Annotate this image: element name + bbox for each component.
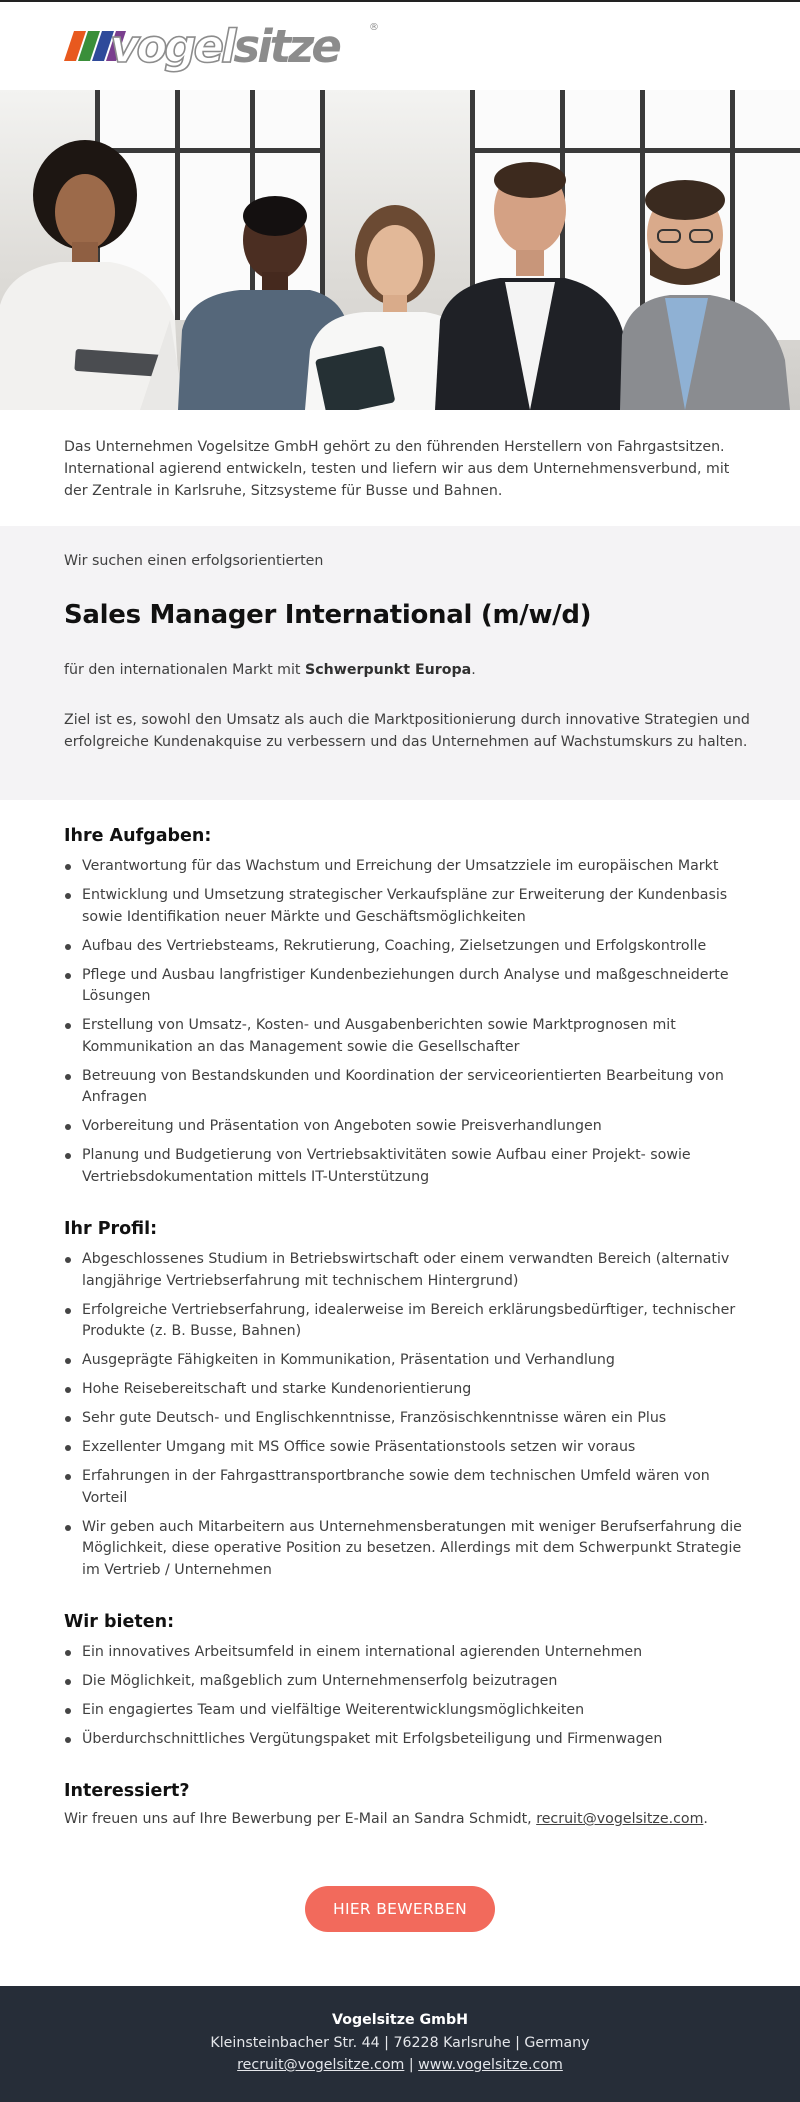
list-item: Vorbereitung und Präsentation von Angeboten sowie Preisverhandlungen bbox=[64, 1116, 754, 1138]
list-item: Die Möglichkeit, maßgeblich zum Unternehmenserfolg beizutragen bbox=[64, 1671, 754, 1693]
contact-email-link[interactable]: recruit@vogelsitze.com bbox=[536, 1811, 704, 1827]
tasks-section bbox=[64, 826, 754, 1196]
contact-section bbox=[64, 1781, 754, 1827]
tasks-list bbox=[64, 856, 754, 1188]
market-focus: Schwerpunkt Europa bbox=[305, 662, 472, 678]
list-item: Pflege und Ausbau langfristiger Kundenbeziehungen durch Analyse und maßgeschneiderte Lösungen bbox=[64, 965, 754, 1008]
team-people-illustration bbox=[0, 90, 800, 410]
job-market: für den internationalen Markt mit Schwerpunkt Europa. bbox=[64, 662, 476, 678]
list-item: Ein engagiertes Team und vielfältige Weiterentwicklungsmöglichkeiten bbox=[64, 1700, 754, 1722]
list-item: Wir geben auch Mitarbeitern aus Unternehmensberatungen mit weniger Berufserfahrung die Möglichkeit, diese operative Position zu besetzen. Allerdings mit dem Schwerpunkt Strategie im Vertrieb / Unternehmen bbox=[64, 1517, 754, 1582]
list-item: Ein innovatives Arbeitsumfeld in einem international agierenden Unternehmen bbox=[64, 1642, 754, 1664]
contact-text: Wir freuen uns auf Ihre Bewerbung per E-Mail an Sandra Schmidt, recruit@vogelsitze.com. bbox=[64, 1811, 708, 1827]
hero-team-photo bbox=[0, 90, 800, 410]
registered-mark: ® bbox=[369, 22, 379, 33]
list-item: Ausgeprägte Fähigkeiten in Kommunikation, Präsentation und Verhandlung bbox=[64, 1350, 754, 1372]
person-4 bbox=[435, 162, 628, 410]
footer bbox=[0, 1986, 800, 2102]
footer-website-link[interactable]: www.vogelsitze.com bbox=[418, 2057, 563, 2073]
person-1 bbox=[0, 140, 185, 410]
header bbox=[0, 2, 800, 90]
offer-section bbox=[64, 1612, 754, 1758]
list-item: Aufbau des Vertriebsteams, Rekrutierung, Coaching, Zielsetzungen und Erfolgskontrolle bbox=[64, 936, 754, 958]
list-item: Verantwortung für das Wachstum und Erreichung der Umsatzziele im europäischen Markt bbox=[64, 856, 754, 878]
list-item: Erstellung von Umsatz-, Kosten- und Ausgabenberichten sowie Marktprognosen mit Kommunikation an das Management sowie die Gesellschafter bbox=[64, 1015, 754, 1058]
footer-address: Kleinsteinbacher Str. 44 | 76228 Karlsruhe | Germany bbox=[210, 2035, 590, 2051]
footer-company: Vogelsitze GmbH bbox=[332, 2012, 468, 2028]
job-goal: Ziel ist es, sowohl den Umsatz als auch die Marktpositionierung durch innovative Strategien und erfolgreiche Kundenakquise zu verbessern und das Unternehmen auf Wachstumskurs zu halten. bbox=[64, 712, 750, 750]
job-title: Sales Manager International (m/w/d) bbox=[64, 600, 592, 630]
apply-button[interactable]: HIER BEWERBEN bbox=[305, 1886, 495, 1932]
logo-wordmark: vogelsitze bbox=[110, 20, 339, 73]
company-intro: Das Unternehmen Vogelsitze GmbH gehört zu den führenden Herstellern von Fahrgastsitzen. International agierend entwickeln, testen und liefern wir aus dem Unternehmensverbund, mit der Zentrale in Karlsruhe, Sitzsysteme für Busse und Bahnen. bbox=[64, 439, 730, 499]
list-item: Erfahrungen in der Fahrgasttransportbranche sowie dem technischen Umfeld wären von Vorteil bbox=[64, 1466, 754, 1509]
list-item: Planung und Budgetierung von Vertriebsaktivitäten sowie Aufbau einer Projekt- sowie Vertriebsdokumentation mittels IT-Unterstützung bbox=[64, 1145, 754, 1188]
contact-heading: Interessiert? bbox=[64, 1781, 190, 1801]
list-item: Sehr gute Deutsch- und Englischkenntnisse, Französischkenntnisse wären ein Plus bbox=[64, 1408, 754, 1430]
job-lead: Wir suchen einen erfolgsorientierten bbox=[64, 553, 324, 569]
tasks-heading: Ihre Aufgaben: bbox=[64, 826, 212, 846]
list-item: Überdurchschnittliches Vergütungspaket mit Erfolgsbeteiligung und Firmenwagen bbox=[64, 1729, 754, 1751]
profile-list bbox=[64, 1249, 754, 1581]
person-5 bbox=[620, 180, 790, 410]
list-item: Abgeschlossenes Studium in Betriebswirtschaft oder einem verwandten Bereich (alternativ langjährige Vertriebserfahrung mit technischem Hintergrund) bbox=[64, 1249, 754, 1292]
offer-heading: Wir bieten: bbox=[64, 1612, 175, 1632]
offer-list bbox=[64, 1642, 754, 1751]
footer-links: recruit@vogelsitze.com | www.vogelsitze.com bbox=[237, 2057, 563, 2073]
list-item: Betreuung von Bestandskunden und Koordination der serviceorientierten Bearbeitung von Anfragen bbox=[64, 1066, 754, 1109]
footer-email-link[interactable]: recruit@vogelsitze.com bbox=[237, 2057, 405, 2073]
list-item: Entwicklung und Umsetzung strategischer Verkaufspläne zur Erweiterung der Kundenbasis sowie Identifikation neuer Märkte und Geschäftsmöglichkeiten bbox=[64, 885, 754, 928]
vogelsitze-logo bbox=[64, 20, 384, 74]
list-item: Hohe Reisebereitschaft und starke Kundenorientierung bbox=[64, 1379, 754, 1401]
list-item: Exzellenter Umgang mit MS Office sowie Präsentationstools setzen wir voraus bbox=[64, 1437, 754, 1459]
profile-section bbox=[64, 1219, 754, 1589]
profile-heading: Ihr Profil: bbox=[64, 1219, 158, 1239]
list-item: Erfolgreiche Vertriebserfahrung, idealerweise im Bereich erklärungsbedürftiger, technischer Produkte (z. B. Busse, Bahnen) bbox=[64, 1300, 754, 1343]
